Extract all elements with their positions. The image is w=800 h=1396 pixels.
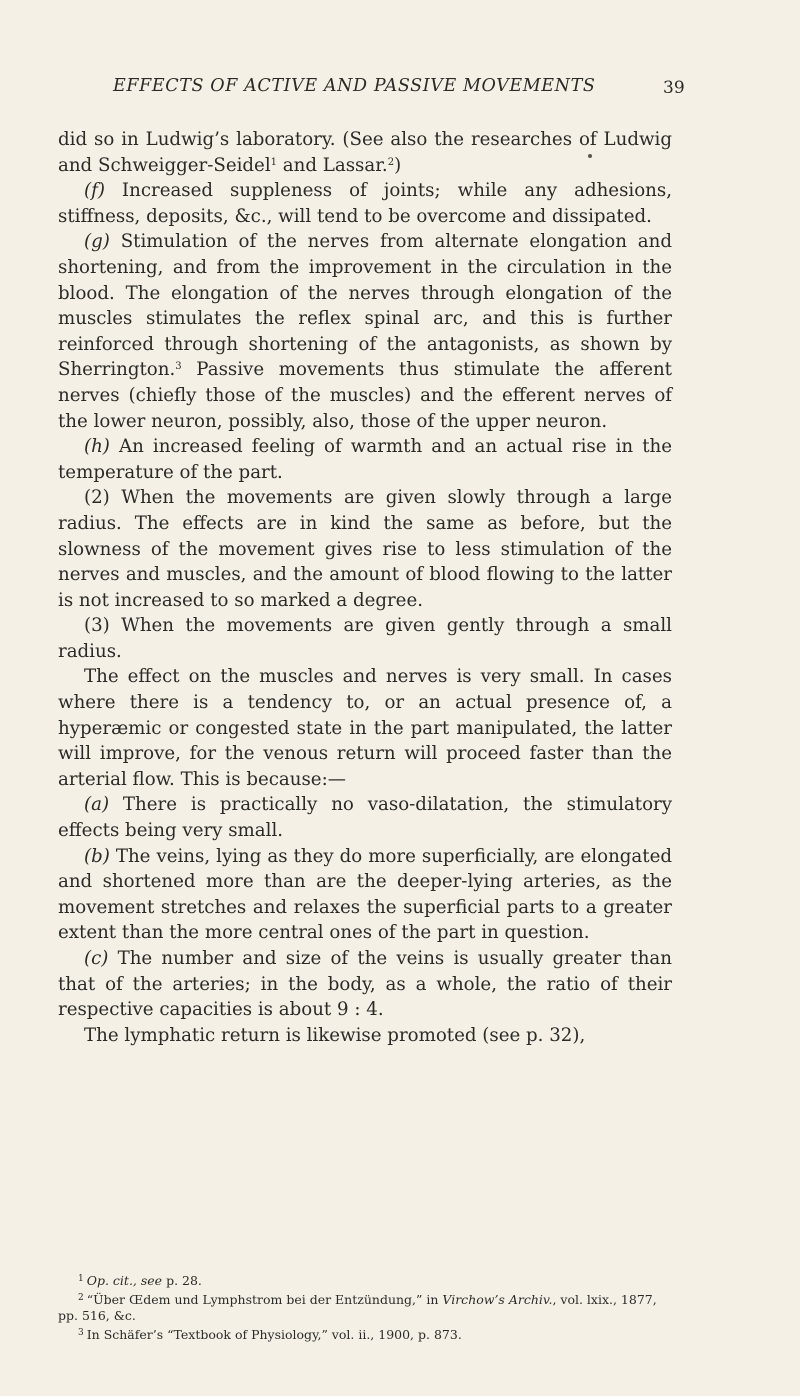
paragraph-c: (c) The number and size of the veins is usually greater than that of the arteries; in the body, as a whole, the ratio of their respective capacities is about 9 : 4. [58,948,672,1021]
paragraph-b: (b) The veins, lying as they do more superficially, are elongated and shortened more than are the deeper-lying arteries, as the movement stretches and relaxes the superficial parts to a greater extent than the more central ones of the part in question. [58,845,672,944]
main-text [58,127,672,1048]
paragraph-effect: The effect on the muscles and nerves is very small. In cases where there is a tendency to, or an actual presence of, a hyperæmic or congested state in the part manipulated, the latter will improve, for the venous return will proceed faster than the arterial flow. This is because:— [58,666,672,790]
footnote-ref-2: 2 [387,156,395,168]
footnotes [58,1271,672,1343]
running-title: EFFECTS OF ACTIVE AND PASSIVE MOVEMENTS [113,76,596,96]
paragraph-g: (g) Stimulation of the nerves from alternate elongation and shortening, and from the improvement in the circulation in the blood. The elongation of the nerves through elongation of the muscles stimulates the reflex spinal arc, and this is further reinforced through shortening of the antagonists, as shown by Sherrington.$^3$ Passive movements thus stimulate the afferent nerves (chiefly those of the muscles) and the efferent nerves of the lower neuron, possibly, also, those of the upper neuron. [58,231,672,432]
footnote-ref-1: 1 [270,156,278,168]
footnote-3: $^3$ In Schäfer’s “Textbook of Physiology,” vol. ii., 1900, p. 873. [78,1326,462,1342]
paragraph-3: (3) When the movements are given gently through a small radius. [58,615,672,662]
footnote-ref-3: 3 [175,361,182,373]
page-number: 39 [663,78,685,98]
paragraph-2: (2) When the movements are given slowly through a large radius. The effects are in kind the same as before, but the slowness of the movement gives rise to less stimulation of the nerves and muscles, and the amount of blood flowing to the latter is not increased to so marked a degree. [58,487,672,611]
paragraph-f: (f) Increased suppleness of joints; while any adhesions, stiffness, deposits, &c., will tend to be overcome and dissipated. [58,180,672,227]
paragraph-h: (h) An increased feeling of warmth and an actual rise in the temperature of the part. [58,436,672,483]
footnote-1: $^1$ Op. cit., see p. 28. [78,1273,202,1288]
paragraph-continued: did so in Ludwig’s laboratory. (See also the researches of Ludwig and Schweigger-Seidel$^1$ and Lassar.$^2$) [58,129,672,176]
footnote-2: $^2$ “Über Œdem und Lymphstrom bei der Entzündung,” in Virchow’s Archiv., vol. lxix., 1877, pp. 516, &c. [58,1291,657,1323]
paragraph-a: (a) There is practically no vaso-dilatation, the stimulatory effects being very small. [58,794,672,842]
paragraph-lymphatic: The lymphatic return is likewise promoted (see p. 32), [84,1024,586,1046]
